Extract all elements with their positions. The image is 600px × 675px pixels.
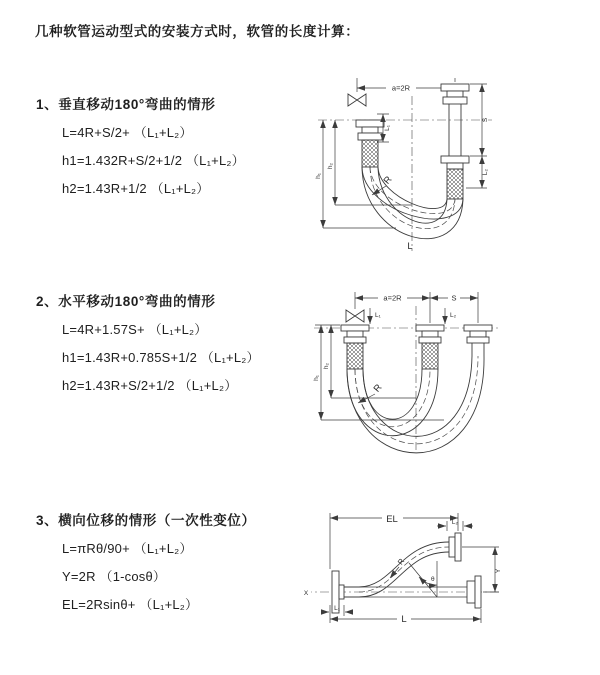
label-r: R	[371, 382, 385, 395]
diagram-vertical-180-bend	[300, 68, 550, 258]
section-horizontal-180	[36, 288, 260, 400]
label-r: R	[395, 556, 407, 567]
label-s: S	[451, 293, 457, 303]
label-theta: θ	[431, 576, 435, 583]
left-flange	[341, 325, 369, 369]
valve-icon	[346, 310, 364, 322]
label-l2: L₂	[450, 312, 457, 319]
formula-Y: Y=2R （1-cosθ）	[62, 569, 167, 584]
label-l: L	[401, 614, 407, 625]
dimension-l1	[370, 308, 382, 324]
section-heading: 2、水平移动180°弯曲的情形	[36, 294, 216, 309]
dimension-el	[330, 512, 458, 569]
section-heading: 3、横向位移的情形（一次性变位）	[36, 513, 256, 528]
dimension-h1	[315, 120, 396, 228]
dimension-l2	[445, 308, 457, 324]
section-lateral-displacement	[36, 507, 256, 619]
label-l1: L₁	[375, 312, 381, 319]
label-l1: L₁	[384, 125, 391, 131]
label-s: S	[482, 117, 489, 123]
diagram-horizontal-180-bend	[298, 288, 568, 463]
label-h1: h₁	[313, 375, 320, 381]
formula-L: L=πRθ/90+ （L₁+L₂）	[62, 541, 193, 556]
left-flange	[356, 120, 384, 167]
formula-h1: h1=1.43R+0.785S+1/2 （L₁+L₂）	[62, 350, 260, 365]
right-flange	[464, 325, 492, 356]
formula-h2: h2=1.43R+S/2+1/2 （L₁+L₂）	[62, 378, 238, 393]
label-l: L	[407, 241, 413, 252]
middle-flange	[416, 325, 444, 369]
diagram-lateral-displacement	[295, 505, 515, 630]
dimension-l1	[321, 605, 353, 623]
label-a2r: a=2R	[391, 83, 411, 93]
top-flange	[449, 533, 461, 561]
section-heading: 1、垂直移动180°弯曲的情形	[36, 97, 216, 112]
formula-h1: h1=1.432R+S/2+1/2 （L₁+L₂）	[62, 153, 245, 168]
dimension-l2	[437, 519, 473, 531]
dimension-l	[330, 609, 481, 625]
hose-s-curve	[359, 542, 449, 597]
formula-L: L=4R+1.57S+ （L₁+L₂）	[62, 322, 208, 337]
valve-icon	[348, 94, 366, 106]
label-h2: h₂	[327, 162, 334, 170]
section-vertical-180	[36, 91, 245, 203]
label-x: X	[303, 590, 309, 597]
label-l2: L₂	[482, 168, 489, 176]
formula-L: L=4R+S/2+ （L₁+L₂）	[62, 125, 193, 140]
hose-loop-displaced	[347, 356, 484, 453]
radius-leader	[358, 382, 385, 403]
formula-h2: h2=1.43R+1/2 （L₁+L₂）	[62, 181, 210, 196]
braid-section	[422, 343, 438, 369]
braid-section	[362, 140, 378, 167]
label-y: Y	[495, 568, 502, 574]
dimension-a2r	[357, 78, 455, 93]
dimension-h2	[323, 325, 416, 398]
page-title: 几种软管运动型式的安装方式时，软管的长度计算：	[35, 24, 360, 39]
label-h2: h₂	[323, 362, 330, 370]
dimension-s	[430, 292, 478, 303]
label-r: R	[381, 174, 395, 187]
angle-construction	[409, 561, 437, 597]
hose-loop-original	[347, 369, 438, 436]
label-a2r: a=2R	[383, 293, 402, 303]
braid-section	[347, 343, 363, 369]
braid-section	[447, 169, 463, 199]
formula-EL: EL=2Rsinθ+ （L₁+L₂）	[62, 597, 199, 612]
dimension-l2	[466, 156, 489, 188]
label-l1: L₁	[334, 605, 340, 612]
right-flange-lower	[441, 156, 469, 199]
label-l2: L₂	[451, 519, 459, 526]
label-el: EL	[386, 514, 398, 525]
label-h1: h₁	[315, 173, 322, 179]
